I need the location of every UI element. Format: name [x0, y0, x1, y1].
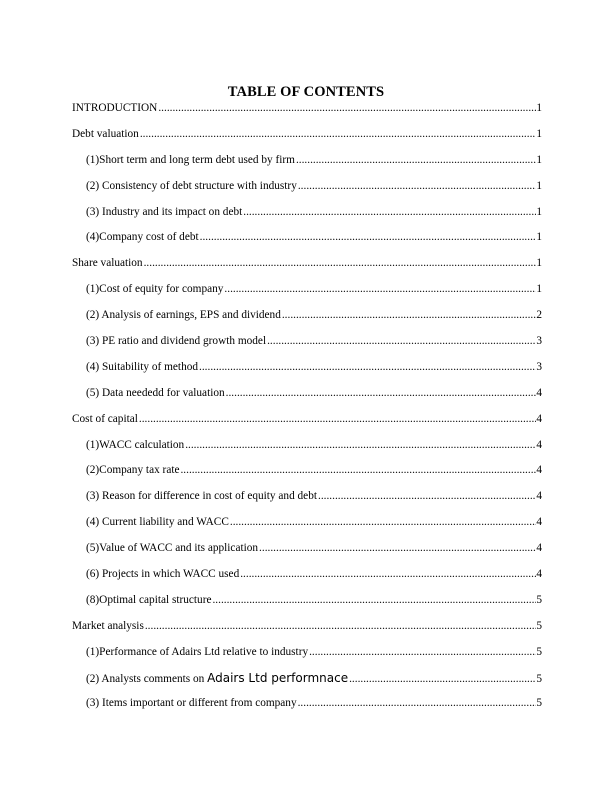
toc-entry-label: (4) Suitability of method: [86, 360, 199, 373]
toc-dot-leader: [282, 306, 536, 324]
toc-page-number: 4: [536, 386, 542, 399]
toc-entry-label: (3) Industry and its impact on debt: [86, 205, 243, 218]
toc-page-number: 1: [536, 179, 542, 192]
toc-dot-leader: [185, 436, 536, 454]
toc-page-number: 5: [536, 619, 542, 632]
toc-entry-pe-ratio-dividend-growth[interactable]: [72, 332, 542, 358]
toc-entry-label: (3) Items important or different from company: [86, 697, 297, 710]
toc-page-number: 1: [536, 257, 542, 270]
toc-page-number: 1: [536, 231, 542, 244]
toc-entry-optimal-capital-structure[interactable]: [72, 591, 542, 617]
toc-page-number: 4: [536, 568, 542, 581]
toc-entry-earnings-eps-dividend[interactable]: [72, 306, 542, 332]
toc-page-number: 4: [536, 490, 542, 503]
toc-entry-label-text: (2) Analysts comments on: [86, 672, 208, 685]
toc-entry-label: (3) PE ratio and dividend growth model: [86, 335, 267, 348]
toc-dot-leader: [259, 539, 536, 557]
toc-page-number: 5: [536, 697, 542, 710]
toc-page-number: 4: [536, 516, 542, 529]
toc-entry-label: Debt valuation: [72, 127, 139, 140]
toc-dot-leader: [267, 332, 536, 350]
toc-entry-wacc-calculation[interactable]: [72, 436, 542, 462]
toc-entry-market-analysis[interactable]: [72, 617, 542, 643]
toc-dot-leader: [200, 228, 537, 246]
toc-dot-leader: [199, 358, 536, 376]
toc-dot-leader: [226, 384, 537, 402]
toc-dot-leader: [230, 513, 536, 531]
toc-page-number: 5: [536, 593, 542, 606]
toc-page-number: 1: [536, 127, 542, 140]
toc-entry-label: INTRODUCTION: [72, 102, 158, 114]
toc-entry-label: (2) Consistency of debt structure with industry: [86, 179, 297, 192]
toc-dot-leader: [318, 487, 536, 505]
toc-dot-leader: [144, 254, 537, 272]
toc-page-number: 5: [536, 672, 542, 685]
toc-page-number: 4: [536, 412, 542, 425]
toc-entry-label: [72, 669, 348, 688]
toc-entry-important-items[interactable]: [72, 694, 542, 720]
toc-dot-leader: [349, 670, 536, 688]
toc-dot-leader: [309, 643, 536, 661]
toc-entry-introduction[interactable]: [72, 99, 542, 125]
toc-page-number: 1: [536, 153, 542, 166]
table-of-contents: [72, 99, 542, 720]
toc-page-number: 5: [536, 645, 542, 658]
toc-entry-label: Cost of capital: [72, 412, 138, 425]
toc-page-number: 4: [536, 464, 542, 477]
page-title: TABLE OF CONTENTS: [227, 84, 385, 100]
toc-entry-label: (6) Projects in which WACC used: [86, 568, 240, 581]
toc-page-number: 3: [536, 335, 542, 348]
toc-entry-label: (2) Analysis of earnings, EPS and dividend: [86, 309, 281, 322]
toc-entry-label: (4) Current liability and WACC: [86, 516, 229, 529]
toc-entry-label: (1)Performance of Adairs Ltd relative to industry: [86, 645, 309, 658]
toc-entry-short-long-term-debt[interactable]: [72, 151, 542, 177]
toc-entry-label: (5)Value of WACC and its application: [86, 542, 259, 555]
toc-entry-label: (1)WACC calculation: [86, 438, 185, 451]
toc-page-number: 3: [536, 360, 542, 373]
toc-entry-label: (2)Company tax rate: [86, 464, 180, 477]
toc-dot-leader: [243, 203, 536, 221]
toc-dot-leader: [224, 280, 536, 298]
toc-entry-company-tax-rate[interactable]: [72, 461, 542, 487]
toc-page-number: 2: [536, 309, 542, 322]
toc-entry-wacc-projects[interactable]: [72, 565, 542, 591]
toc-dot-leader: [240, 565, 536, 583]
toc-entry-cost-of-equity[interactable]: [72, 280, 542, 306]
toc-dot-leader: [139, 410, 536, 428]
toc-entry-company-cost-of-debt[interactable]: [72, 228, 542, 254]
toc-entry-label-highlight: Adairs Ltd performnace: [207, 670, 349, 685]
toc-entry-debt-valuation[interactable]: [72, 125, 542, 151]
toc-entry-debt-structure-consistency[interactable]: [72, 177, 542, 203]
toc-entry-label: (5) Data neededd for valuation: [86, 386, 225, 399]
toc-dot-leader: [212, 591, 536, 609]
toc-entry-wacc-value-application[interactable]: [72, 539, 542, 565]
toc-entry-label: Share valuation: [72, 257, 143, 270]
toc-entry-label: (1)Short term and long term debt used by firm: [86, 153, 295, 166]
toc-entry-suitability-of-method[interactable]: [72, 358, 542, 384]
toc-entry-cost-of-capital[interactable]: [72, 410, 542, 436]
toc-dot-leader: [140, 125, 537, 143]
toc-entry-label: Market analysis: [72, 619, 144, 632]
toc-entry-analyst-comments[interactable]: [72, 669, 542, 695]
toc-entry-industry-impact-on-debt[interactable]: [72, 203, 542, 229]
toc-dot-leader: [298, 694, 537, 712]
toc-dot-leader: [180, 461, 536, 479]
toc-entry-label: (1)Cost of equity for company: [86, 283, 224, 296]
toc-page-number: 1: [536, 102, 542, 114]
toc-dot-leader: [298, 177, 537, 195]
toc-page-number: 4: [536, 542, 542, 555]
toc-entry-share-valuation[interactable]: [72, 254, 542, 280]
toc-page-number: 4: [536, 438, 542, 451]
toc-entry-data-for-valuation[interactable]: [72, 384, 542, 410]
toc-entry-adairs-performance[interactable]: [72, 643, 542, 669]
toc-dot-leader: [296, 151, 536, 169]
toc-entry-label: (3) Reason for difference in cost of equity and debt: [86, 490, 317, 503]
toc-page-number: 1: [536, 205, 542, 218]
toc-dot-leader: [158, 99, 536, 117]
toc-page-number: 1: [536, 283, 542, 296]
toc-entry-current-liability-wacc[interactable]: [72, 513, 542, 539]
toc-dot-leader: [145, 617, 537, 635]
toc-entry-label: (4)Company cost of debt: [86, 231, 199, 244]
toc-entry-label: (8)Optimal capital structure: [86, 593, 212, 606]
toc-entry-equity-debt-cost-difference[interactable]: [72, 487, 542, 513]
